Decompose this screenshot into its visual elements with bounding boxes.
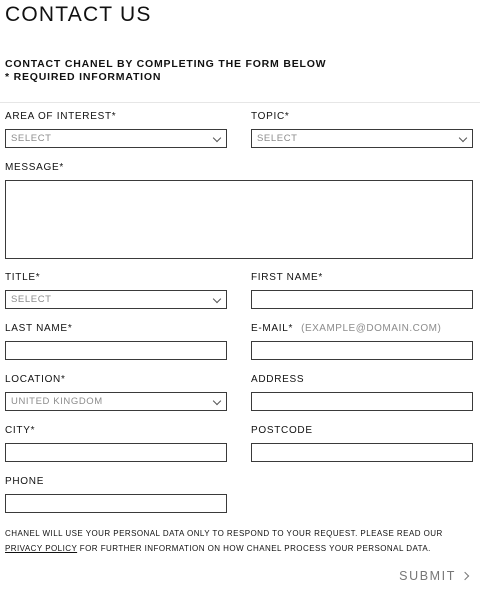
required-marker: *: [67, 323, 73, 334]
required-marker: *: [59, 162, 64, 173]
email-format-hint: (EXAMPLE@DOMAIN.COM): [301, 323, 442, 334]
area-of-interest-select[interactable]: [5, 129, 227, 148]
address-input[interactable]: [251, 392, 473, 411]
chevron-down-icon: [213, 295, 221, 303]
required-marker: *: [35, 272, 41, 283]
address-label: ADDRESS: [251, 374, 305, 385]
required-marker: *: [111, 111, 117, 122]
privacy-policy-link[interactable]: PRIVACY POLICY: [5, 544, 78, 553]
chevron-down-icon: [213, 397, 221, 405]
email-input[interactable]: [251, 341, 473, 360]
message-textarea[interactable]: [5, 180, 473, 259]
last-name-label: LAST NAME*: [5, 323, 73, 334]
title-value: SELECT: [11, 294, 52, 305]
last-name-input[interactable]: [5, 341, 227, 360]
required-marker: *: [318, 272, 323, 283]
title-select[interactable]: [5, 290, 227, 309]
area-of-interest-label: AREA OF INTEREST*: [5, 111, 117, 122]
topic-label: TOPIC*: [251, 111, 290, 122]
divider: [0, 102, 480, 103]
phone-label: PHONE: [5, 476, 45, 487]
page-title: CONTACT US: [5, 3, 152, 26]
postcode-label: POSTCODE: [251, 425, 313, 436]
location-value: UNITED KINGDOM: [11, 396, 103, 407]
city-input[interactable]: [5, 443, 227, 462]
topic-select[interactable]: [251, 129, 473, 148]
location-label: LOCATION*: [5, 374, 66, 385]
first-name-input[interactable]: [251, 290, 473, 309]
email-label: E-MAIL* (EXAMPLE@DOMAIN.COM): [251, 323, 442, 334]
form-intro: CONTACT CHANEL BY COMPLETING THE FORM BELOW: [5, 58, 327, 70]
first-name-label: FIRST NAME*: [251, 272, 323, 283]
required-marker: *: [288, 323, 294, 334]
required-marker: *: [284, 111, 290, 122]
title-label: TITLE*: [5, 272, 41, 283]
submit-button[interactable]: [399, 568, 468, 584]
city-label: CITY*: [5, 425, 36, 436]
required-note: * REQUIRED INFORMATION: [5, 71, 162, 83]
required-marker: *: [30, 425, 36, 436]
chevron-right-icon: [461, 572, 469, 580]
postcode-input[interactable]: [251, 443, 473, 462]
message-label: MESSAGE*: [5, 162, 64, 173]
submit-label: SUBMIT: [399, 569, 456, 583]
chevron-down-icon: [459, 134, 467, 142]
phone-input[interactable]: [5, 494, 227, 513]
chevron-down-icon: [213, 134, 221, 142]
area-of-interest-value: SELECT: [11, 133, 52, 144]
required-marker: *: [60, 374, 66, 385]
topic-value: SELECT: [257, 133, 298, 144]
location-select[interactable]: [5, 392, 227, 411]
privacy-disclaimer: CHANEL WILL USE YOUR PERSONAL DATA ONLY TO RESPOND TO YOUR REQUEST. PLEASE READ OUR PRIVACY POLICY FOR FURTHER INFORMATION ON HOW CHANEL PROCESS YOUR PERSONAL DATA.: [5, 529, 443, 553]
